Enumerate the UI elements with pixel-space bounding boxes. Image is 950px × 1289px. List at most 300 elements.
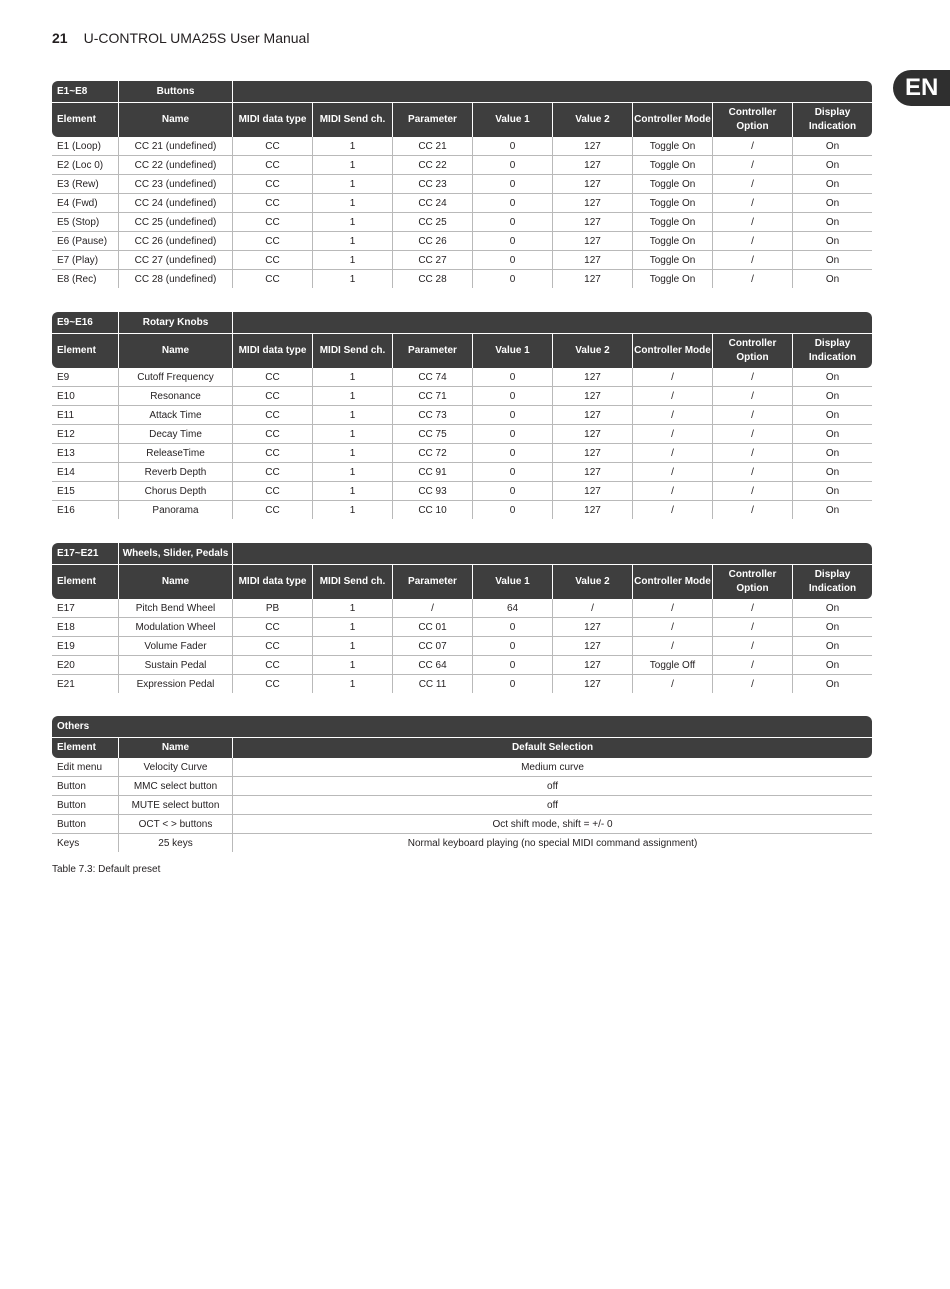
page-header — [52, 30, 309, 46]
table-cell: 0 — [473, 501, 553, 519]
table-cell: CC 25 — [393, 213, 473, 232]
table-row — [52, 599, 872, 618]
table-cell: Button — [52, 777, 119, 796]
column-header: MIDI Send ch. — [313, 102, 393, 137]
table-cell: / — [713, 387, 793, 406]
column-header: Controller Option — [713, 333, 793, 368]
table-cell: CC — [233, 175, 313, 194]
column-header: Parameter — [393, 564, 473, 599]
table-cell: Decay Time — [119, 425, 233, 444]
table-cell: Volume Fader — [119, 637, 233, 656]
column-header: MIDI data type — [233, 102, 313, 137]
table-row — [52, 251, 872, 270]
table-cell: 1 — [313, 175, 393, 194]
table-cell: / — [713, 637, 793, 656]
table-row — [52, 232, 872, 251]
table-cell: / — [393, 599, 473, 618]
table-cell: / — [713, 194, 793, 213]
table-cell: / — [713, 137, 793, 156]
table-cell: CC 73 — [393, 406, 473, 425]
table-cell: 1 — [313, 194, 393, 213]
table-cell: CC 64 — [393, 656, 473, 675]
table-cell: 127 — [553, 251, 633, 270]
table-cell: 0 — [473, 637, 553, 656]
table-cell: 127 — [553, 656, 633, 675]
table-cell: / — [713, 213, 793, 232]
table-cell: Velocity Curve — [119, 758, 233, 777]
column-header-row — [52, 564, 872, 599]
table-cell: 1 — [313, 637, 393, 656]
table-cell: CC 01 — [393, 618, 473, 637]
section-table — [52, 81, 872, 288]
table-cell: 127 — [553, 482, 633, 501]
table-cell: 0 — [473, 251, 553, 270]
table-cell: Toggle On — [633, 232, 713, 251]
table-cell: E12 — [52, 425, 119, 444]
table-cell: / — [633, 637, 713, 656]
table-cell: / — [633, 463, 713, 482]
section-table — [52, 543, 872, 693]
table-cell: 0 — [473, 137, 553, 156]
table-cell: Expression Pedal — [119, 675, 233, 693]
table-cell: 1 — [313, 501, 393, 519]
table-cell: / — [633, 444, 713, 463]
table-row — [52, 175, 872, 194]
table-row — [52, 368, 872, 387]
section-title-spacer — [233, 81, 872, 102]
column-header: Name — [119, 737, 233, 758]
table-cell: 0 — [473, 175, 553, 194]
table-cell: On — [793, 368, 872, 387]
table-cell: 1 — [313, 137, 393, 156]
column-header: Value 1 — [473, 333, 553, 368]
table-cell: On — [793, 618, 872, 637]
table-cell: Pitch Bend Wheel — [119, 599, 233, 618]
column-header: Value 2 — [553, 333, 633, 368]
table-cell: 0 — [473, 675, 553, 693]
table-cell: Modulation Wheel — [119, 618, 233, 637]
table-cell: / — [633, 387, 713, 406]
table-cell: ReleaseTime — [119, 444, 233, 463]
table-cell: / — [633, 618, 713, 637]
table-cell: / — [633, 501, 713, 519]
section-range: E1~E8 — [52, 81, 119, 102]
table-cell: On — [793, 656, 872, 675]
table-cell: Panorama — [119, 501, 233, 519]
table-cell: 1 — [313, 213, 393, 232]
table-cell: / — [633, 675, 713, 693]
table-cell: 0 — [473, 213, 553, 232]
table-cell: / — [713, 175, 793, 194]
table-cell: 127 — [553, 501, 633, 519]
table-cell: / — [713, 156, 793, 175]
table-row — [52, 444, 872, 463]
table-cell: CC — [233, 387, 313, 406]
table-cell: / — [713, 425, 793, 444]
table-cell: CC 26 (undefined) — [119, 232, 233, 251]
table-cell: E14 — [52, 463, 119, 482]
column-header: Name — [119, 102, 233, 137]
table-cell: Attack Time — [119, 406, 233, 425]
column-header: MIDI Send ch. — [313, 564, 393, 599]
table-cell: CC 22 — [393, 156, 473, 175]
table-row — [52, 675, 872, 693]
table-cell: E6 (Pause) — [52, 232, 119, 251]
table-cell: 127 — [553, 213, 633, 232]
table-cell: E4 (Fwd) — [52, 194, 119, 213]
table-cell: Resonance — [119, 387, 233, 406]
column-header: Parameter — [393, 333, 473, 368]
table-cell: off — [233, 777, 872, 796]
table-cell: CC 11 — [393, 675, 473, 693]
table-cell: / — [713, 618, 793, 637]
table-cell: On — [793, 194, 872, 213]
table-cell: 0 — [473, 482, 553, 501]
table-cell: / — [633, 368, 713, 387]
table-cell: 25 keys — [119, 834, 233, 852]
table-cell: Toggle On — [633, 251, 713, 270]
table-cell: E7 (Play) — [52, 251, 119, 270]
table-cell: CC 24 — [393, 194, 473, 213]
table-cell: / — [713, 482, 793, 501]
table-cell: CC — [233, 406, 313, 425]
table-cell: Toggle On — [633, 175, 713, 194]
table-cell: CC — [233, 137, 313, 156]
table-cell: On — [793, 637, 872, 656]
column-header-row — [52, 737, 872, 758]
table-cell: / — [713, 656, 793, 675]
table-cell: CC — [233, 656, 313, 675]
table-cell: Toggle On — [633, 213, 713, 232]
table-cell: CC — [233, 368, 313, 387]
column-header: Value 2 — [553, 564, 633, 599]
table-cell: 127 — [553, 368, 633, 387]
table-cell: Reverb Depth — [119, 463, 233, 482]
table-cell: 0 — [473, 270, 553, 288]
table-cell: CC — [233, 425, 313, 444]
table-row — [52, 637, 872, 656]
table-cell: 0 — [473, 463, 553, 482]
table-cell: 127 — [553, 387, 633, 406]
table-cell: On — [793, 425, 872, 444]
table-cell: Toggle On — [633, 194, 713, 213]
table-cell: Toggle On — [633, 156, 713, 175]
table-cell: / — [633, 406, 713, 425]
section-title: Rotary Knobs — [119, 312, 233, 333]
table-cell: MMC select button — [119, 777, 233, 796]
table-cell: / — [713, 232, 793, 251]
table-cell: CC 28 (undefined) — [119, 270, 233, 288]
table-cell: 0 — [473, 387, 553, 406]
table-cell: E10 — [52, 387, 119, 406]
column-header: MIDI Send ch. — [313, 333, 393, 368]
column-header-row — [52, 333, 872, 368]
table-cell: E19 — [52, 637, 119, 656]
table-cell: 127 — [553, 675, 633, 693]
table-cell: E17 — [52, 599, 119, 618]
table-cell: 0 — [473, 194, 553, 213]
table-row — [52, 758, 872, 777]
table-cell: CC 07 — [393, 637, 473, 656]
column-header: MIDI data type — [233, 333, 313, 368]
table-cell: CC — [233, 444, 313, 463]
table-cell: / — [633, 425, 713, 444]
column-header: Name — [119, 333, 233, 368]
table-cell: CC 24 (undefined) — [119, 194, 233, 213]
table-cell: Keys — [52, 834, 119, 852]
table-row — [52, 796, 872, 815]
table-cell: 0 — [473, 618, 553, 637]
table-cell: 0 — [473, 406, 553, 425]
table-cell: / — [713, 406, 793, 425]
table-cell: Edit menu — [52, 758, 119, 777]
table-cell: On — [793, 463, 872, 482]
table-row — [52, 156, 872, 175]
table-row — [52, 834, 872, 852]
table-cell: / — [713, 270, 793, 288]
table-cell: 127 — [553, 156, 633, 175]
table-row — [52, 482, 872, 501]
table-cell: On — [793, 213, 872, 232]
table-cell: CC — [233, 251, 313, 270]
table-row — [52, 656, 872, 675]
column-header: Value 2 — [553, 102, 633, 137]
table-cell: E3 (Rew) — [52, 175, 119, 194]
table-cell: 127 — [553, 232, 633, 251]
table-row — [52, 387, 872, 406]
table-row — [52, 618, 872, 637]
table-cell: On — [793, 137, 872, 156]
table-cell: 0 — [473, 232, 553, 251]
table-cell: CC 74 — [393, 368, 473, 387]
table-cell: E8 (Rec) — [52, 270, 119, 288]
table-cell: 1 — [313, 387, 393, 406]
column-header: Value 1 — [473, 564, 553, 599]
table-row — [52, 777, 872, 796]
section-title-spacer — [233, 543, 872, 564]
table-row — [52, 137, 872, 156]
table-cell: CC 10 — [393, 501, 473, 519]
table-cell: 127 — [553, 444, 633, 463]
table-cell: E13 — [52, 444, 119, 463]
table-cell: PB — [233, 599, 313, 618]
table-row — [52, 815, 872, 834]
table-row — [52, 501, 872, 519]
table-cell: / — [713, 599, 793, 618]
table-cell: 127 — [553, 425, 633, 444]
table-cell: / — [713, 444, 793, 463]
table-row — [52, 425, 872, 444]
table-cell: CC 23 (undefined) — [119, 175, 233, 194]
section-title-row — [52, 716, 872, 737]
table-cell: E20 — [52, 656, 119, 675]
table-cell: Button — [52, 796, 119, 815]
table-cell: / — [713, 251, 793, 270]
others-table — [52, 716, 872, 852]
table-cell: / — [713, 501, 793, 519]
table-cell: On — [793, 387, 872, 406]
table-cell: CC — [233, 618, 313, 637]
table-cell: 127 — [553, 175, 633, 194]
table-row — [52, 213, 872, 232]
table-cell: 127 — [553, 270, 633, 288]
table-cell: CC 22 (undefined) — [119, 156, 233, 175]
table-cell: 127 — [553, 618, 633, 637]
section-title-row — [52, 543, 872, 564]
table-cell: 0 — [473, 368, 553, 387]
table-cell: 1 — [313, 270, 393, 288]
table-cell: 127 — [553, 463, 633, 482]
section-title-row — [52, 81, 872, 102]
table-cell: CC — [233, 463, 313, 482]
column-header: MIDI data type — [233, 564, 313, 599]
table-cell: CC — [233, 637, 313, 656]
table-cell: CC — [233, 482, 313, 501]
table-cell: On — [793, 482, 872, 501]
table-cell: 64 — [473, 599, 553, 618]
table-cell: CC — [233, 213, 313, 232]
column-header: Controller Mode — [633, 333, 713, 368]
table-cell: CC — [233, 675, 313, 693]
table-cell: CC — [233, 501, 313, 519]
page-number: 21 — [52, 30, 68, 46]
column-header: Controller Mode — [633, 564, 713, 599]
table-cell: CC 72 — [393, 444, 473, 463]
table-cell: 1 — [313, 232, 393, 251]
column-header: Display Indication — [793, 333, 872, 368]
table-cell: On — [793, 175, 872, 194]
table-cell: Normal keyboard playing (no special MIDI command assignment) — [407, 837, 698, 849]
table-cell: 1 — [313, 618, 393, 637]
table-cell: CC 71 — [393, 387, 473, 406]
table-cell: Oct shift mode, shift = +/- 0 — [233, 815, 872, 834]
table-cell: On — [825, 678, 840, 690]
table-cell: CC — [233, 194, 313, 213]
table-cell: E18 — [52, 618, 119, 637]
table-cell: 1 — [313, 656, 393, 675]
section-title: Buttons — [119, 81, 233, 102]
table-cell: E1 (Loop) — [52, 137, 119, 156]
column-header: Controller Option — [713, 102, 793, 137]
table-cell: 127 — [553, 194, 633, 213]
table-cell: CC — [233, 270, 313, 288]
column-header: Parameter — [393, 102, 473, 137]
table-cell: / — [713, 368, 793, 387]
table-cell: E15 — [52, 482, 119, 501]
table-cell: CC 26 — [393, 232, 473, 251]
section-title: Wheels, Slider, Pedals — [119, 543, 233, 564]
column-header: Controller Mode — [633, 102, 713, 137]
table-cell: / — [633, 599, 713, 618]
section-table — [52, 312, 872, 519]
column-header: Name — [119, 564, 233, 599]
table-row — [52, 194, 872, 213]
table-cell: CC — [233, 232, 313, 251]
table-cell: 1 — [313, 368, 393, 387]
table-row — [52, 406, 872, 425]
table-cell: CC 21 (undefined) — [119, 137, 233, 156]
table-cell: Toggle On — [633, 137, 713, 156]
column-header: Element — [52, 564, 119, 599]
table-cell: CC 93 — [393, 482, 473, 501]
table-cell: 1 — [313, 599, 393, 618]
section-range: E9~E16 — [52, 312, 119, 333]
table-row — [52, 270, 872, 288]
table-cell: 127 — [553, 406, 633, 425]
column-header: Display Indication — [793, 102, 872, 137]
table-cell: 127 — [553, 637, 633, 656]
table-cell: On — [793, 156, 872, 175]
table-cell: / — [713, 675, 793, 693]
table-cell: 1 — [313, 425, 393, 444]
table-cell: CC 75 — [393, 425, 473, 444]
table-cell: Sustain Pedal — [119, 656, 233, 675]
table-cell: CC 91 — [393, 463, 473, 482]
table-cell: CC 25 (undefined) — [119, 213, 233, 232]
language-tab: EN — [893, 70, 950, 106]
table-cell: 1 — [313, 675, 393, 693]
table-cell: 0 — [473, 444, 553, 463]
table-cell: 1 — [313, 251, 393, 270]
table-cell: 1 — [313, 482, 393, 501]
table-cell: CC 27 — [393, 251, 473, 270]
column-header: Display Indication — [793, 564, 872, 599]
table-cell: MUTE select button — [119, 796, 233, 815]
table-cell: On — [825, 273, 840, 285]
table-cell: 1 — [313, 156, 393, 175]
table-cell: / — [553, 599, 633, 618]
table-cell: On — [793, 444, 872, 463]
table-cell: On — [793, 232, 872, 251]
table-cell: 0 — [473, 425, 553, 444]
column-header: Value 1 — [473, 102, 553, 137]
table-cell: 0 — [473, 156, 553, 175]
table-cell: CC 27 (undefined) — [119, 251, 233, 270]
table-cell: Toggle On — [633, 270, 713, 288]
column-header: Controller Option — [713, 564, 793, 599]
table-cell: E2 (Loc 0) — [52, 156, 119, 175]
table-cell: 1 — [313, 463, 393, 482]
table-cell: CC 23 — [393, 175, 473, 194]
table-cell: On — [825, 504, 840, 516]
table-cell: 0 — [473, 656, 553, 675]
table-row — [52, 463, 872, 482]
table-cell: / — [633, 482, 713, 501]
table-cell: CC 28 — [393, 270, 473, 288]
manual-title: U-CONTROL UMA25S User Manual — [83, 30, 310, 46]
others-title: Others — [52, 716, 872, 737]
table-cell: 1 — [313, 406, 393, 425]
section-title-row — [52, 312, 872, 333]
table-cell: Button — [52, 815, 119, 834]
table-cell: / — [713, 463, 793, 482]
table-cell: On — [793, 406, 872, 425]
table-cell: off — [233, 796, 872, 815]
table-cell: 127 — [553, 137, 633, 156]
table-cell: On — [793, 599, 872, 618]
table-cell: OCT < > buttons — [119, 815, 233, 834]
table-cell: E21 — [52, 675, 119, 693]
table-cell: E11 — [52, 406, 119, 425]
table-caption: Table 7.3: Default preset — [52, 864, 161, 875]
table-cell: E9 — [52, 368, 119, 387]
table-cell: CC — [233, 156, 313, 175]
table-cell: Toggle Off — [633, 656, 713, 675]
table-cell: E16 — [52, 501, 119, 519]
column-header: Default Selection — [233, 737, 872, 758]
table-cell: 1 — [313, 444, 393, 463]
column-header: Element — [52, 333, 119, 368]
